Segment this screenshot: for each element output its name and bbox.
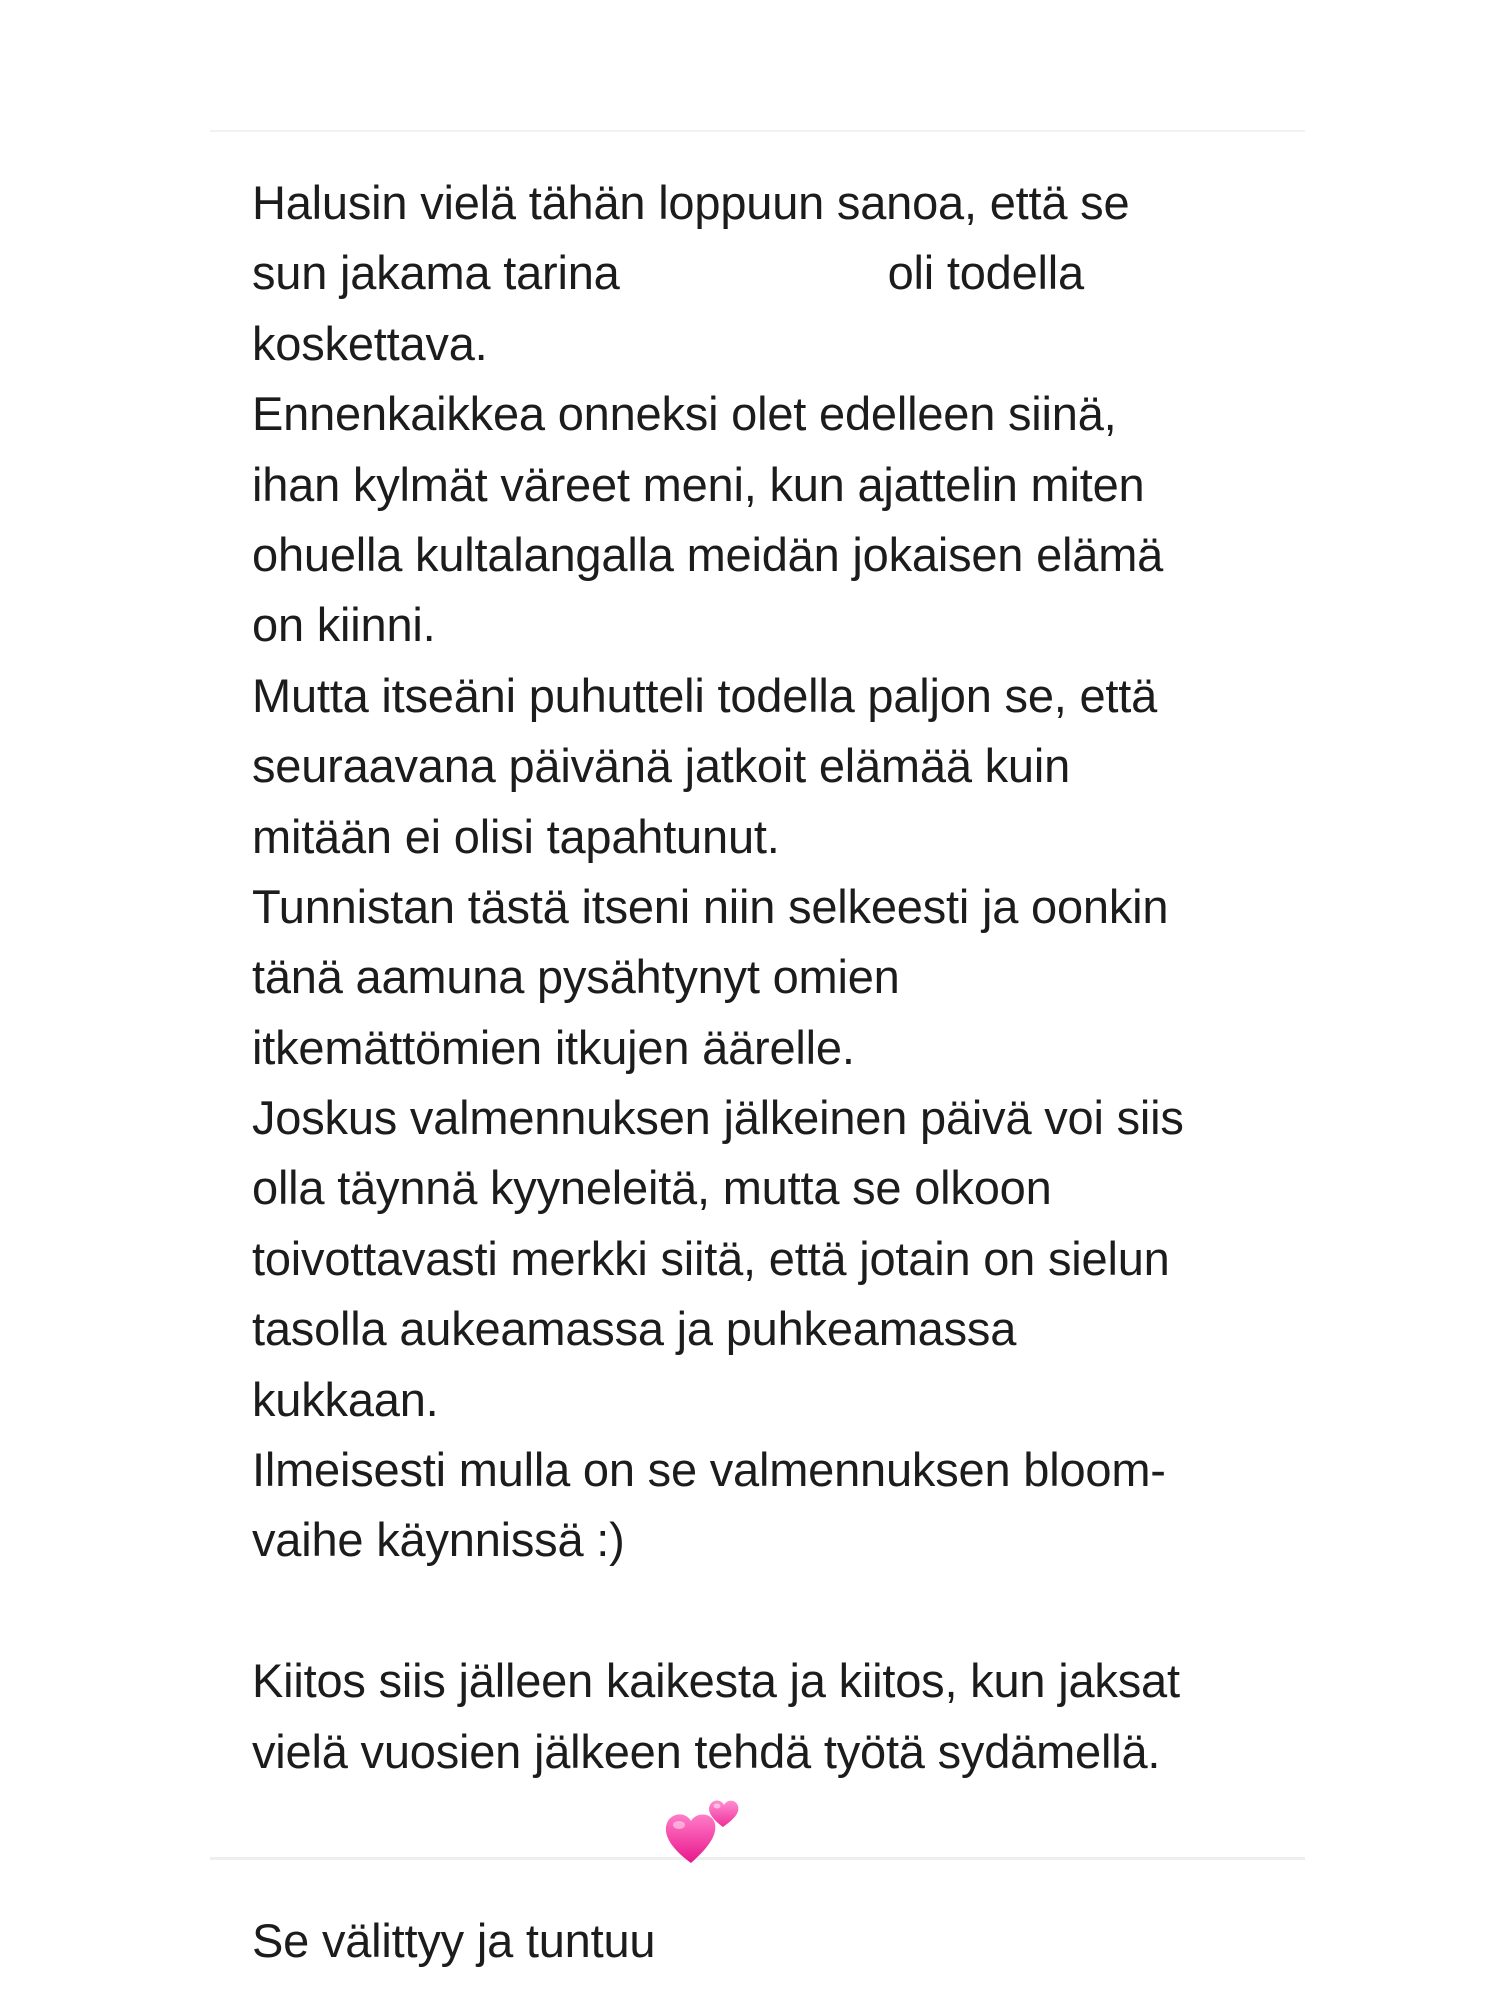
message-line: itkemättömien itkujen äärelle.	[252, 1020, 855, 1074]
message-line: seuraavana päivänä jatkoit elämää kuin	[252, 739, 1071, 793]
message-card	[210, 130, 1305, 1967]
message-body	[252, 168, 1282, 1967]
paragraph-spacer	[252, 1576, 1282, 1646]
message-line: Mutta itseäni puhutteli todella paljon se, että	[252, 668, 1158, 722]
message-line: Ennenkaikkea onneksi olet edelleen siinä,	[252, 387, 1117, 441]
message-line-redacted	[252, 238, 1282, 308]
message-line: Joskus valmennuksen jälkeinen päivä voi siis	[252, 1091, 1184, 1145]
two-hearts-icon	[661, 1787, 745, 1867]
message-line: vaihe käynnissä :)	[252, 1513, 625, 1567]
message-line: tasolla aukeamassa ja puhkeamassa	[252, 1302, 1017, 1356]
message-line-segment: sun jakama tarina	[252, 246, 620, 300]
message-line: toivottavasti merkki siitä, että jotain on sielun	[252, 1231, 1170, 1285]
message-line: koskettava.	[252, 316, 488, 370]
message-line: mitään ei olisi tapahtunut.	[252, 809, 780, 863]
message-line: Halusin vielä tähän loppuun sanoa, että se	[252, 176, 1130, 229]
message-line: tänä aamuna pysähtynyt omien	[252, 950, 900, 1004]
message-line-segment: oli todella	[887, 246, 1084, 300]
message-line: Tunnistan tästä itseni niin selkeesti ja oonkin	[252, 879, 1169, 933]
message-line: kukkaan.	[252, 1372, 439, 1426]
message-line: on kiinni.	[252, 598, 436, 652]
message-line: Ilmeisesti mulla on se valmennuksen bloom-	[252, 1443, 1166, 1497]
message-line-segment: Se välittyy ja tuntuu	[252, 1913, 656, 1967]
message-line: olla täynnä kyyneleitä, mutta se olkoon	[252, 1161, 1052, 1215]
message-line: vielä vuosien jälkeen tehdä työtä sydämellä.	[252, 1724, 1161, 1778]
message-line: ohuella kultalangalla meidän jokaisen elämä	[252, 527, 1164, 581]
message-line: ihan kylmät väreet meni, kun ajattelin miten	[252, 457, 1145, 511]
message-line: Kiitos siis jälleen kaikesta ja kiitos, kun jaksat	[252, 1654, 1180, 1708]
message-line-final	[252, 1787, 1282, 1967]
